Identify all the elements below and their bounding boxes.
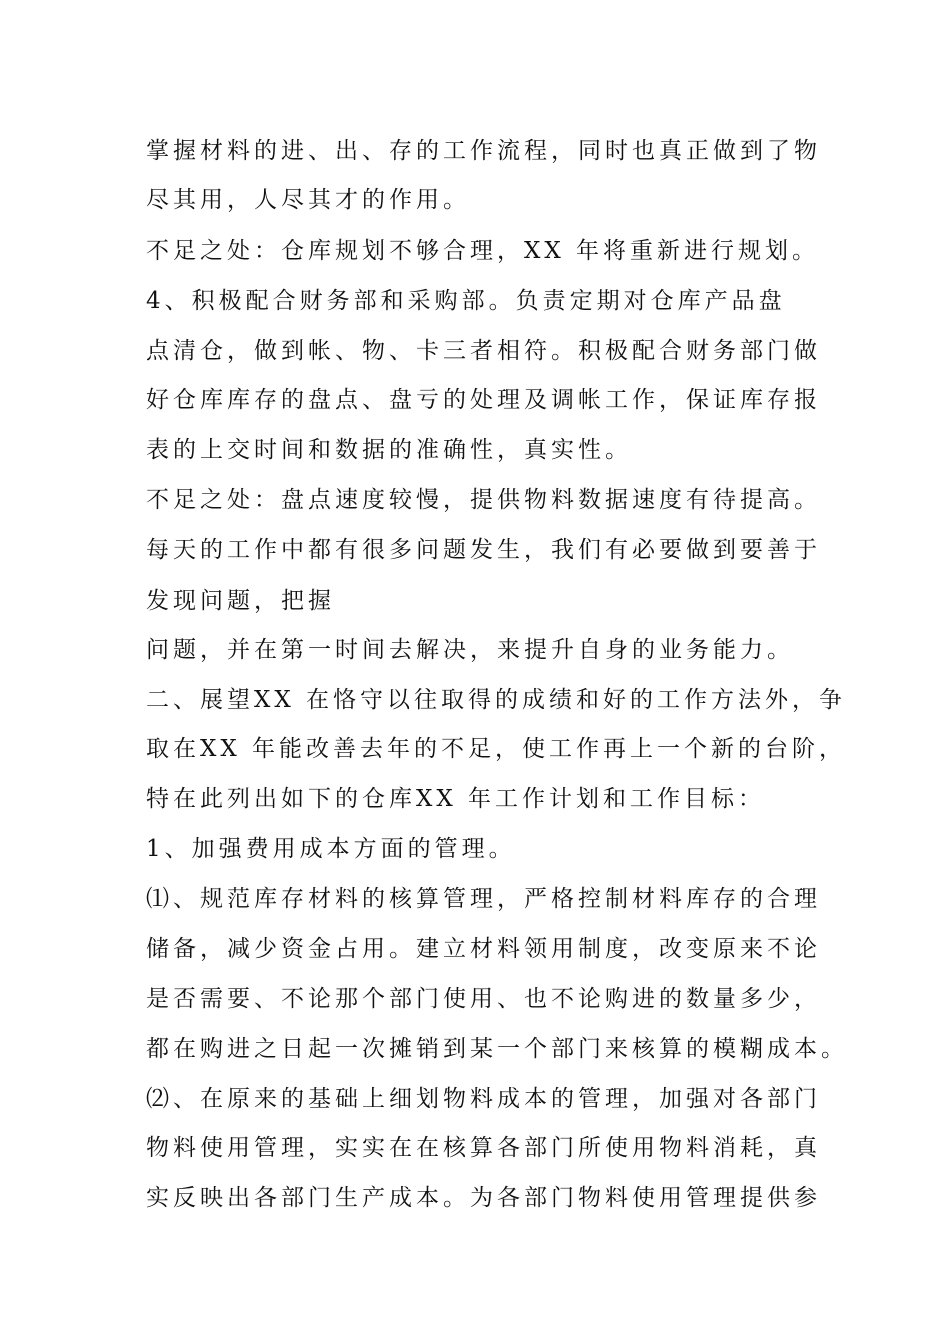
text-line: 尽其用，人尽其才的作用。: [146, 187, 470, 213]
text-line: 实反映出各部门生产成本。为各部门物料使用管理提供参: [146, 1185, 821, 1211]
text-line: 1、加强费用成本方面的管理。: [146, 836, 516, 862]
text-line: ⑴、规范库存材料的核算管理，严格控制材料库存的合理: [146, 886, 821, 912]
text-line: 是否需要、不论那个部门使用、也不论购进的数量多少，: [146, 986, 821, 1012]
text-line: 物料使用管理，实实在在核算各部门所使用物料消耗，真: [146, 1135, 821, 1161]
text-line: ⑵、在原来的基础上细划物料成本的管理，加强对各部门: [146, 1086, 821, 1112]
text-line: 点清仓，做到帐、物、卡三者相符。积极配合财务部门做: [146, 338, 821, 364]
text-line: 不足之处：盘点速度较慢，提供物料数据速度有待提高。: [146, 487, 821, 513]
text-line: 掌握材料的进、出、存的工作流程，同时也真正做到了物: [146, 138, 821, 164]
text-line: 好仓库库存的盘点、盘亏的处理及调帐工作，保证库存报: [146, 387, 821, 413]
text-line: 二、展望XX 在恪守以往取得的成绩和好的工作方法外，争: [146, 687, 847, 713]
text-line: 不足之处：仓库规划不够合理，XX 年将重新进行规划。: [146, 238, 820, 264]
text-line: 储备，减少资金占用。建立材料领用制度，改变原来不论: [146, 936, 821, 962]
text-line: 特在此列出如下的仓库XX 年工作计划和工作目标：: [146, 786, 766, 812]
text-line: 问题，并在第一时间去解决，来提升自身的业务能力。: [146, 637, 794, 663]
text-line: 4、积极配合财务部和采购部。负责定期对仓库产品盘: [146, 288, 786, 314]
text-line: 取在XX 年能改善去年的不足，使工作再上一个新的台阶，: [146, 736, 847, 762]
text-line: 发现问题，把握: [146, 588, 335, 614]
text-line: 表的上交时间和数据的准确性，真实性。: [146, 437, 632, 463]
text-line: 都在购进之日起一次摊销到某一个部门来核算的模糊成本。: [146, 1036, 848, 1062]
text-line: 每天的工作中都有很多问题发生，我们有必要做到要善于: [146, 537, 821, 563]
